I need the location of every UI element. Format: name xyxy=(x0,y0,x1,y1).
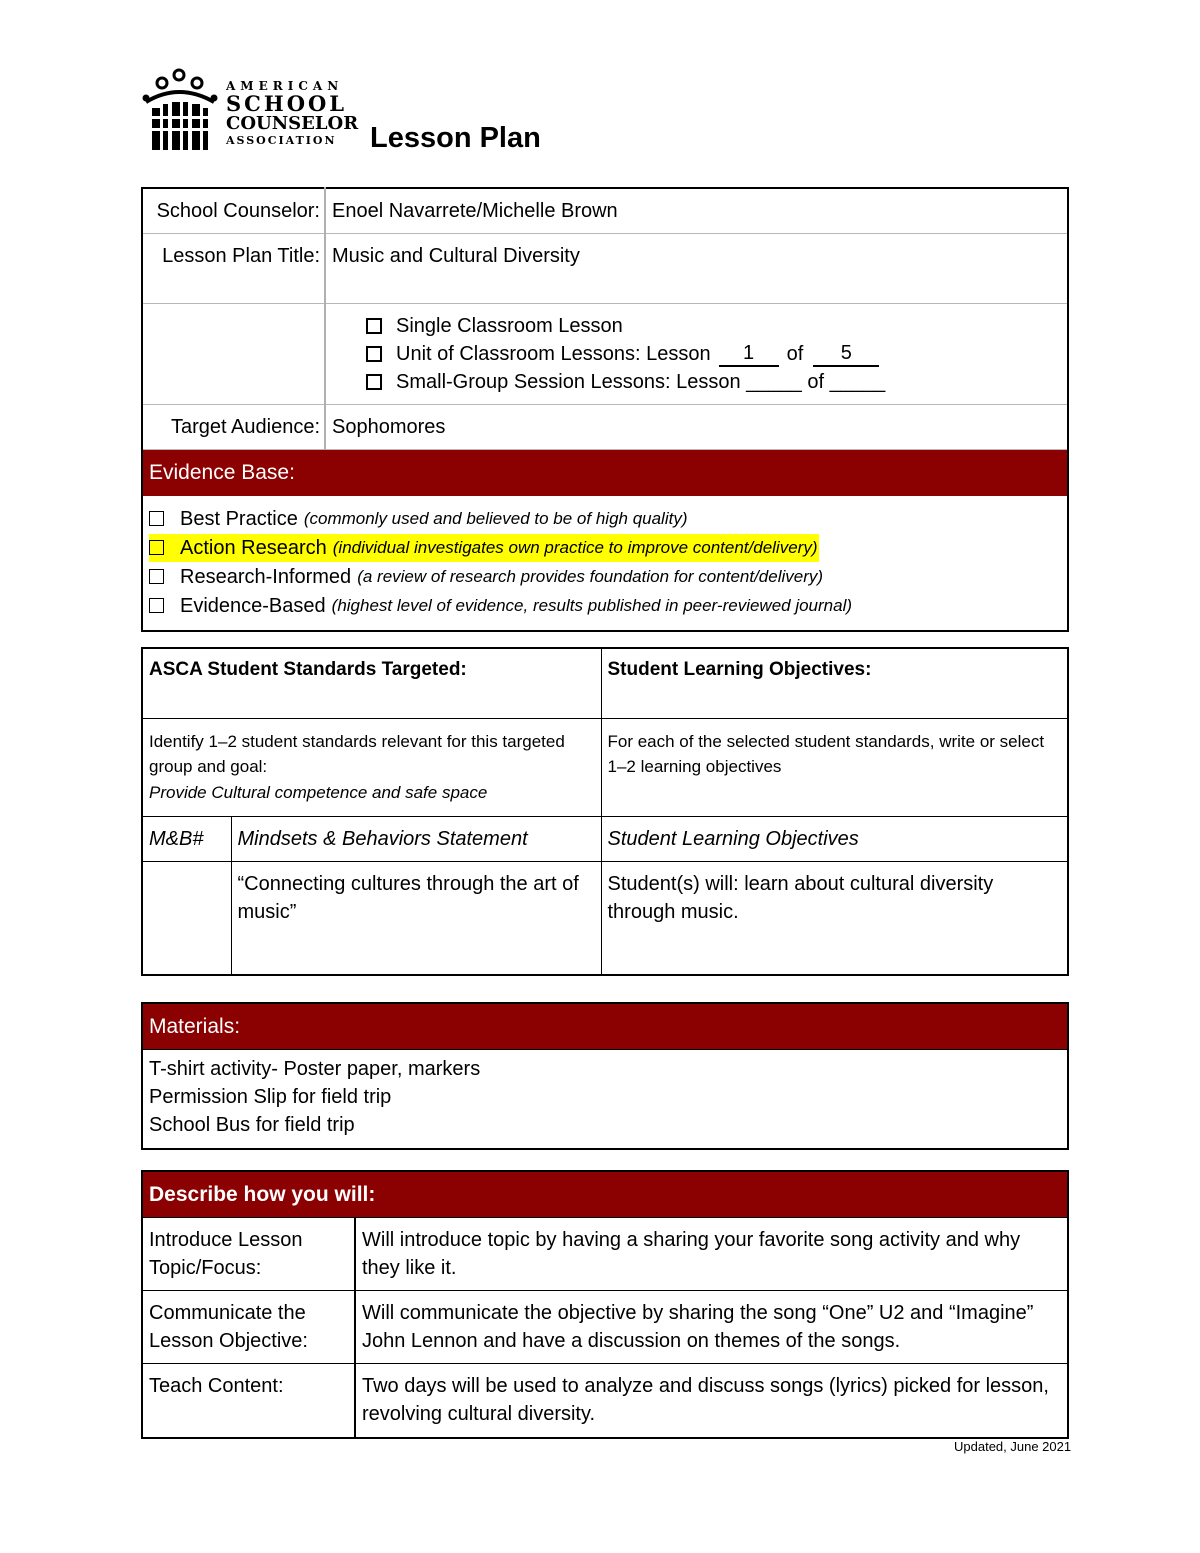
lesson-title-value: Music and Cultural Diversity xyxy=(325,234,1068,304)
evidence-desc: (a review of research provides foundation for content/delivery) xyxy=(357,566,824,586)
mb-statement-cell: “Connecting cultures through the art of music” xyxy=(231,861,601,975)
describe-table xyxy=(141,1170,1069,1439)
materials-header: Materials: xyxy=(142,1003,1068,1050)
evidence-name: Research-Informed xyxy=(180,565,352,588)
material-item: School Bus for field trip xyxy=(149,1114,355,1137)
checkbox-icon[interactable] xyxy=(366,318,382,334)
describe-value-teach: Two days will be used to analyze and discuss songs (lyrics) picked for lesson, revolving cultural diversity. xyxy=(355,1364,1068,1438)
document-title: Lesson Plan xyxy=(370,122,541,154)
audience-label: Target Audience: xyxy=(142,405,325,450)
col-mb-statement: Mindsets & Behaviors Statement xyxy=(231,816,601,861)
col-mb-number: M&B# xyxy=(142,816,231,861)
option-single-classroom[interactable] xyxy=(366,312,1061,340)
checkbox-icon[interactable] xyxy=(149,598,164,613)
checkbox-icon[interactable] xyxy=(149,569,164,584)
unit-lesson-total: 5 xyxy=(813,341,879,367)
materials-list xyxy=(142,1050,1068,1150)
material-item: T-shirt activity- Poster paper, markers xyxy=(149,1058,481,1081)
describe-label-communicate: Communicate the Lesson Objective: xyxy=(142,1291,355,1364)
standards-table xyxy=(141,647,1069,976)
option-unit-label: Unit of Classroom Lessons: Lesson xyxy=(396,343,711,365)
evidence-best-practice[interactable] xyxy=(149,504,1061,533)
standards-instructions xyxy=(142,718,601,816)
option-single-label: Single Classroom Lesson xyxy=(396,315,623,337)
option-small-group-label: Small-Group Session Lessons: Lesson _____ of _____ xyxy=(396,371,886,393)
mb-number-cell xyxy=(142,861,231,975)
counselor-label: School Counselor: xyxy=(142,188,325,234)
checkbox-icon[interactable] xyxy=(149,511,164,526)
lesson-type-spacer xyxy=(142,304,325,405)
logo-word-association: ASSOCIATION xyxy=(226,134,337,147)
col-learning-objectives: Student Learning Objectives xyxy=(601,816,1068,861)
evidence-header: Evidence Base: xyxy=(142,450,1068,496)
evidence-desc: (commonly used and believed to be of high quality) xyxy=(303,508,688,528)
evidence-name: Action Research xyxy=(180,536,327,559)
updated-footer: Updated, June 2021 xyxy=(954,1439,1072,1454)
checkbox-icon[interactable] xyxy=(366,346,382,362)
objectives-instructions: For each of the selected student standards, write or select 1–2 learning objectives xyxy=(601,718,1068,816)
highlighted-row xyxy=(149,534,819,562)
lesson-title-label: Lesson Plan Title: xyxy=(142,234,325,304)
evidence-research-informed[interactable] xyxy=(149,562,1061,591)
evidence-name: Evidence-Based xyxy=(180,594,326,617)
asca-logo xyxy=(142,68,359,152)
logo-word-american: AMERICAN xyxy=(226,79,344,93)
option-unit-classroom[interactable] xyxy=(366,340,1061,368)
evidence-desc: (highest level of evidence, results published in peer-reviewed journal) xyxy=(331,595,853,615)
logo-word-school: SCHOOL xyxy=(226,91,348,116)
evidence-evidence-based[interactable] xyxy=(149,591,1061,620)
learning-objective-cell: Student(s) will: learn about cultural diversity through music. xyxy=(601,861,1068,975)
counselor-value: Enoel Navarrete/Michelle Brown xyxy=(325,188,1068,234)
describe-label-teach: Teach Content: xyxy=(142,1364,355,1438)
lesson-type-options xyxy=(325,304,1068,405)
describe-header: Describe how you will: xyxy=(142,1171,1068,1218)
unit-of-text: of xyxy=(786,343,804,365)
option-small-group[interactable] xyxy=(366,368,1061,396)
describe-label-introduce: Introduce Lesson Topic/Focus: xyxy=(142,1218,355,1291)
evidence-list xyxy=(142,496,1068,632)
checkbox-icon[interactable] xyxy=(366,374,382,390)
people-figures-icon xyxy=(142,68,224,152)
lesson-info-table xyxy=(141,187,1069,632)
unit-lesson-number: 1 xyxy=(719,341,779,367)
standards-header: ASCA Student Standards Targeted: xyxy=(142,648,601,718)
evidence-name: Best Practice xyxy=(180,507,298,530)
material-item: Permission Slip for field trip xyxy=(149,1086,392,1109)
audience-value: Sophomores xyxy=(325,405,1068,450)
standards-goal-text: Provide Cultural competence and safe space xyxy=(149,783,488,803)
objectives-header: Student Learning Objectives: xyxy=(601,648,1068,718)
describe-value-communicate: Will communicate the objective by sharing the song “One” U2 and “Imagine” John Lennon and have a discussion on themes of the songs. xyxy=(355,1291,1068,1364)
logo-word-counselor: COUNSELOR xyxy=(226,113,359,134)
evidence-action-research[interactable] xyxy=(149,533,1061,562)
materials-table xyxy=(141,1002,1069,1150)
evidence-desc: (individual investigates own practice to improve content/delivery) xyxy=(332,537,818,557)
document-header xyxy=(142,68,562,158)
checkbox-icon[interactable] xyxy=(149,540,164,555)
describe-value-introduce: Will introduce topic by having a sharing your favorite song activity and why they like it. xyxy=(355,1218,1068,1291)
standards-instruction-text: Identify 1–2 student standards relevant for this targeted group and goal: xyxy=(149,731,565,777)
